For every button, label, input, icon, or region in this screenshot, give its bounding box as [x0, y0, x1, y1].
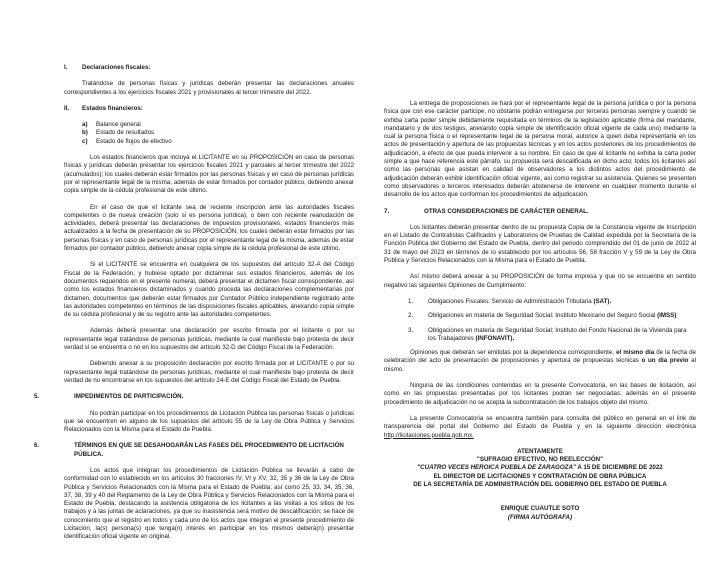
portal-link[interactable]: http://licitaciones.puebla.gob.mx.: [384, 431, 474, 439]
list-item: a) Balance general: [82, 121, 141, 129]
paragraph: Si el LICITANTE se encuentra en cualquiera de los supuestos del artículo 32-A del Código Fiscal de la Federación, y hubiese optado por dictaminar sus estados financieros, además de los documentos requeridos en el presente numeral, deberá presentar el dictamen fiscal correspondiente, así como los estados financieros dictaminados y cuando proceda las declaraciones complementarias por dictamen, documentos que deberán estar firmados por Contador Público independiente registrado ante las autoridades competentes en términos de las disposiciones fiscales aplicables, anexando copia simple de su cédula profesional y de su registro ante las autoridades competentes.: [64, 261, 354, 319]
opinions-list: [384, 298, 696, 343]
paragraph: En el caso de que el licitante sea de reciente inscripción ante las autoridades fiscales competentes o de nueva creación (solo si es persona jurídica), o bien con reciente reanudación de actividades, deberá presentar las declaraciones de impuestos provisionales, estados financieros más actualizados a la fecha de presentación de su PROPOSICIÓN; los cuales deberán estar firmados por las personas físicas y en caso de personas jurídicas por el representante legal de la misma, además de estar firmados por contador público, debiendo anexar copia simple de la cédula profesional de este último.: [64, 203, 354, 253]
paragraph: Tratándose de personas físicas y jurídicas deberán presentar las declaraciones anuales correspondientes a los ejercicios fiscales 2021 y provisionales al tercer trimestre del 2022.: [64, 80, 354, 96]
signatory-name: ENRIQUE CUAUTLE SOTO: [500, 505, 580, 513]
signature-note: (FIRMA AUTÓGRAFA): [507, 513, 573, 521]
list-item: b) Estado de resultados: [82, 129, 155, 137]
section-heading-terminos: 6. TÉRMINOS EN QUE SE DESAHOGARÁN LAS FASES DEL PROCEDIMIENTO DE LICITACIÓN PÚBLICA.: [34, 442, 344, 458]
paragraph: Ninguna de las condiciones contenidas en la presente Convocatoria, en las bases de licitación, así como en las propuestas presentadas por los licitantes podrán ser negociadas; además en el presente procedimiento de adjudicación no se acepta la subcontratación de los trabajos objeto del mismo.: [384, 382, 696, 406]
financial-list: [82, 121, 354, 146]
closing-block: ATENTAMENTE "SUFRAGIO EFECTIVO, NO REELECCIÓN" "CUATRO VECES HEROICA PUEBLA DE ZARAGOZA" A 15 DE DICIEMBRE DE 2022 EL DIRECTOR DE LICITACIONES Y CONTRATACIÓN DE OBRA PÚBLICA DE LA SECRETARÍA DE ADMINISTRACIÓN DEL GOBIERNO DEL ESTADO DE PUEBLA ENRIQUE CUAUTLE SOTO (FIRMA AUTÓGRAFA): [384, 448, 696, 522]
section-heading-impedimentos: 5. IMPEDIMENTOS DE PARTICIPACIÓN.: [34, 393, 184, 401]
left-column: [34, 64, 354, 550]
section-heading-financial: II. Estados financieros:: [64, 104, 143, 112]
list-item: 3. Obligaciones en materia de Seguridad Social: Instituto del Fondo Nacional de la Vivienda para los Trabajadores (INFONAVIT).: [408, 326, 687, 342]
list-item: 2. Obligaciones en materia de Seguridad Social: Instituto Mexicano del Seguro Social (IMSS): [408, 312, 677, 320]
right-column: [384, 100, 696, 522]
paragraph: La presente Convocatoria se encuentra también para consulta del público en general en el link de transparencia del portal del Gobierno del Estado de Puebla y en la siguiente dirección electrónica http://licitaciones.puebla.gob.mx.: [384, 414, 696, 439]
list-item: 1. Obligaciones Fiscales: Servicio de Administración Tributaria (SAT).: [408, 297, 612, 305]
paragraph: Así mismo deberá anexar a su PROPOSICIÓN de forma impresa y que no se encuentre en sentido negativo las siguientes Opiniones de Cumplimiento:: [384, 273, 696, 289]
section-heading-otras: 7. OTRAS CONSIDERACIONES DE CARÁCTER GENERAL.: [384, 207, 589, 215]
paragraph: Los estados financieros que incluya el LICITANTE en su PROPOSICIÓN en caso de personas físicas y jurídicas deberán presentar los ejercicios fiscales 2021 y parciales al tercer trimestre del 2022 (acumulados); los cuales deberán estar firmados por las personas físicas y en caso de personas jurídicas por el representante legal de la misma, además de estar firmados por contador público, debiendo anexar copia simple de la cédula profesional de este último.: [64, 154, 354, 195]
paragraph: La entrega de proposiciones se hará por el representante legal de la persona jurídica o por la persona física que con ese carácter participe, no obstante podrán entregarse por terceras personas siempre y cuando se exhiba carta poder simple debidamente requisitada en términos de la legislación aplicable (firma del mandante, mandatario y de dos testigos, anexando copia simple de identificación oficial vigente de cada uno) mediante la cual la persona física o el representante legal de la persona moral, autorice a quien deba representarla en los actos de presentación y apertura de las propuestas técnicas y en los actos posteriores de los procedimientos de adjudicación, a efecto de que pueda intervenir a su nombre. En caso de que el licitante no exhiba la carta poder simple a que hace referencia este párrafo, su propuesta será descalificada en dicho acto; todos los licitantes así como las personas que asistan en calidad de observadores a los distintos actos del procedimiento de adjudicación deberán exhibir identificación oficial vigente, así como registrar su asistencia. Quienes se presenten como observadores o terceros interesados deberán abstenerse de intervenir en cualquier momento durante el desarrollo de los actos que conforman los procedimientos de adjudicación.: [384, 100, 696, 199]
paragraph: Debiendo anexar a su proposición declaración por escrito firmada por el LICITANTE o por su representante legal tratándose de personas jurídicas, mediante el cual manifieste bajo protesta de decir verdad de no encontrarse en los supuestos del artículo 24-E del Código Fiscal del Estado de Puebla.: [64, 360, 354, 384]
paragraph: No podrán participar en los procedimientos de Licitación Pública las personas físicas o jurídicas que se encuentren en alguno de los supuestos del artículo 55 de la Ley de Obra Pública y Servicios Relacionados con la Misma para el Estado de Puebla.: [64, 409, 354, 434]
paragraph: Los actos que integran los procedimientos de Licitación Pública se llevarán a cabo de conformidad con lo establecido en los artículos 30 fracciones IV, VI y XV, 32, 35 y 36 de la Ley de Obra Pública y Servicios Relacionados con la Misma para el Estado de Puebla; así como 25, 33, 34, 35, 36, 37, 38, 39 y 40 del Reglamento de la Ley de Obra Pública y Servicios Relacionados con la Misma para el Estado de Puebla, destacando la asistencia obligatoria de los licitantes a las visitas a los sitios de los trabajos y a las juntas de aclaraciones, ya que su inasistencia será motivo de descalificación; se hace de conocimiento que el registro en todos y cada uno de los actos que integran el presente procedimiento de Licitación, la(s) persona(s) que tenga(n) interés en participar en los mismos deberá(n) presentar identificación oficial vigente en original.: [64, 466, 354, 541]
paragraph: Opiniones que deberán ser emitidas por la dependencia correspondiente, el mismo día de la fecha de celebración del acto de presentación de proposiciones y apertura de propuestas técnicas o un día previo al mismo.: [384, 349, 696, 373]
section-heading-fiscal: I. Declaraciones fiscales:: [64, 64, 151, 71]
list-item: c) Estado de flujos de efectivo: [82, 137, 172, 145]
paragraph: Los licitantes deberán presentar dentro de su propuesta Copia de la Constancia vigente de Inscripción en el Listado de Contratistas Calificados y Laboratorios de Pruebas de Calidad expedida por la Secretaría de la Función Pública del Gobierno del Estado de Puebla, dentro del periodo comprendido del 01 de junio de 2022 al 31 de mayo del 2023 en términos de lo establecido por los artículos 56, 58 fracción V y 59 de la Ley de Obra Pública y Servicios Relacionados con la Misma para el Estado de Puebla.: [384, 223, 696, 265]
paragraph: Además deberá presentar una declaración por escrito firmada por el licitante o por su representante legal tratándose de personas jurídicas, mediante la cual manifieste bajo protesta de decir verdad si se encuentra o no en los supuestos del artículo 32-D del Código Fiscal de la Federación.: [64, 327, 354, 352]
